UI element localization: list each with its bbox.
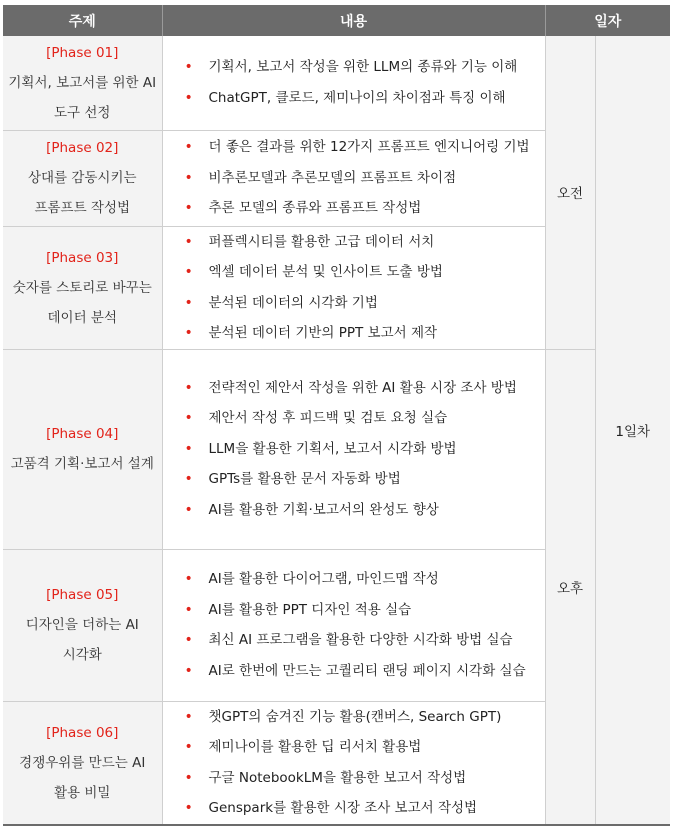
item-text: 더 좋은 결과를 위한 12가지 프롬프트 엔지니어링 기법 [208, 139, 530, 156]
item-text: ChatGPT, 클로드, 제미나이의 차이점과 특징 이해 [208, 89, 506, 106]
list-item [185, 318, 545, 349]
time-morning: 오전 [545, 36, 595, 349]
item-text: GPTs를 활용한 문서 자동화 방법 [208, 471, 401, 488]
phase-label: [Phase 05] [46, 587, 119, 603]
bullet-icon: • [184, 200, 193, 217]
phase-label: [Phase 04] [46, 426, 119, 442]
topic-list [163, 132, 545, 224]
header-topic: 주제 [3, 5, 162, 36]
phase-content-06 [162, 701, 545, 825]
bullet-icon: • [184, 325, 193, 341]
header-row [3, 5, 670, 36]
phase-content-02 [162, 130, 545, 226]
bullet-icon: • [184, 739, 193, 756]
item-text: 분석된 데이터의 시각화 기법 [208, 294, 378, 311]
bullet-icon: • [184, 708, 193, 725]
bullet-icon: • [184, 379, 193, 396]
bullet-icon: • [184, 571, 193, 587]
bullet-icon: • [184, 440, 193, 457]
phase-content-03 [162, 226, 545, 349]
list-item [185, 595, 545, 626]
phase-title-line: 활용 비밀 [54, 784, 111, 801]
bullet-icon: • [184, 800, 193, 817]
item-text: 추론 모델의 종류와 프롬프트 작성법 [208, 200, 422, 217]
bullet-icon: • [184, 264, 193, 280]
topic-list [163, 52, 545, 113]
list-item [185, 464, 545, 495]
phase-title-line: 경쟁우위를 만드는 AI [19, 754, 146, 771]
phase-label: [Phase 06] [46, 724, 119, 741]
list-item [185, 625, 545, 656]
list-item [185, 163, 545, 194]
list-item [185, 793, 545, 824]
phase-content-01 [162, 36, 545, 130]
bullet-icon: • [184, 59, 193, 76]
item-text: 제미나이를 활용한 딥 리서치 활용법 [208, 739, 422, 756]
list-item [185, 52, 545, 83]
item-text: 비추론모델과 추론모델의 프롬프트 차이점 [208, 169, 457, 186]
item-text: 전략적인 제안서 작성을 위한 AI 활용 시장 조사 방법 [208, 379, 517, 396]
list-item [185, 193, 545, 224]
item-text: 제안서 작성 후 피드백 및 검토 요청 실습 [208, 410, 448, 427]
header-content: 내용 [162, 5, 545, 36]
phase-title-line: 시각화 [62, 647, 102, 663]
list-item [185, 564, 545, 595]
item-text: AI를 활용한 기획·보고서의 완성도 향상 [208, 501, 439, 518]
item-text: 최신 AI 프로그램을 활용한 다양한 시각화 방법 실습 [208, 632, 513, 648]
bullet-icon: • [184, 632, 193, 648]
phase-title-line: 프롬프트 작성법 [34, 200, 131, 216]
item-text: 엑셀 데이터 분석 및 인사이트 도출 방법 [208, 264, 443, 280]
list-item [185, 702, 545, 733]
bullet-icon: • [184, 501, 193, 518]
phase-title-line: 디자인을 더하는 AI [25, 617, 139, 633]
item-text: 퍼플렉시티를 활용한 고급 데이터 서치 [208, 233, 435, 250]
bullet-icon: • [184, 662, 193, 679]
item-text: AI를 활용한 다이어그램, 마인드맵 작성 [208, 571, 439, 587]
bullet-icon: • [184, 769, 193, 786]
bullet-icon: • [184, 471, 193, 488]
list-item [185, 732, 545, 763]
list-item [185, 763, 545, 794]
header-date: 일자 [545, 5, 670, 36]
bullet-icon: • [184, 139, 193, 156]
bullet-icon: • [184, 410, 193, 427]
list-item [185, 403, 545, 434]
phase-label: [Phase 03] [46, 249, 119, 266]
bullet-icon: • [184, 89, 193, 106]
list-item [185, 495, 545, 526]
topic-list [163, 564, 545, 686]
list-item [185, 656, 545, 687]
list-item [185, 434, 545, 465]
bullet-icon: • [184, 294, 193, 311]
item-text: AI를 활용한 PPT 디자인 적용 실습 [208, 601, 412, 618]
phase-topic-03 [3, 226, 162, 349]
item-text: Genspark를 활용한 시장 조사 보고서 작성법 [208, 800, 478, 817]
phase-topic-02 [3, 130, 162, 226]
phase-title-line: 기획서, 보고서를 위한 AI [8, 74, 157, 91]
phase-row-01 [3, 36, 670, 130]
phase-topic-06 [3, 701, 162, 825]
day-cell: 1일차 [595, 36, 670, 825]
phase-title-line: 숫자를 스토리로 바꾸는 [12, 279, 152, 296]
topic-list [163, 702, 545, 824]
phase-topic-04 [3, 349, 162, 549]
list-item [185, 83, 545, 114]
time-afternoon: 오후 [545, 349, 595, 825]
phase-label: [Phase 01] [46, 44, 119, 61]
bullet-icon: • [184, 233, 193, 250]
phase-title-line: 상대를 감동시키는 [27, 170, 137, 186]
curriculum-table [3, 5, 670, 826]
phase-title-line: 고품격 기획·보고서 설계 [10, 456, 154, 472]
list-item [185, 257, 545, 288]
list-item [185, 227, 545, 258]
item-text: LLM을 활용한 기획서, 보고서 시각화 방법 [208, 440, 457, 457]
topic-list [163, 227, 545, 349]
topic-list [163, 373, 545, 526]
item-text: 분석된 데이터 기반의 PPT 보고서 제작 [208, 325, 438, 341]
phase-row-04 [3, 349, 670, 549]
item-text: 기획서, 보고서 작성을 위한 LLM의 종류와 기능 이해 [208, 59, 518, 76]
list-item [185, 132, 545, 163]
phase-label: [Phase 02] [46, 140, 119, 156]
list-item [185, 288, 545, 319]
phase-title-line: 도구 선정 [54, 104, 111, 121]
list-item [185, 373, 545, 404]
phase-content-05 [162, 549, 545, 701]
bullet-icon: • [184, 601, 193, 618]
phase-topic-05 [3, 549, 162, 701]
phase-topic-01 [3, 36, 162, 130]
item-text: 구글 NotebookLM을 활용한 보고서 작성법 [208, 769, 467, 786]
item-text: AI로 한번에 만드는 고퀄리티 랜딩 페이지 시각화 실습 [208, 662, 526, 679]
phase-content-04 [162, 349, 545, 549]
bullet-icon: • [184, 169, 193, 186]
phase-title-line: 데이터 분석 [47, 309, 117, 326]
item-text: 챗GPT의 숨겨진 기능 활용(캔버스, Search GPT) [208, 708, 502, 725]
